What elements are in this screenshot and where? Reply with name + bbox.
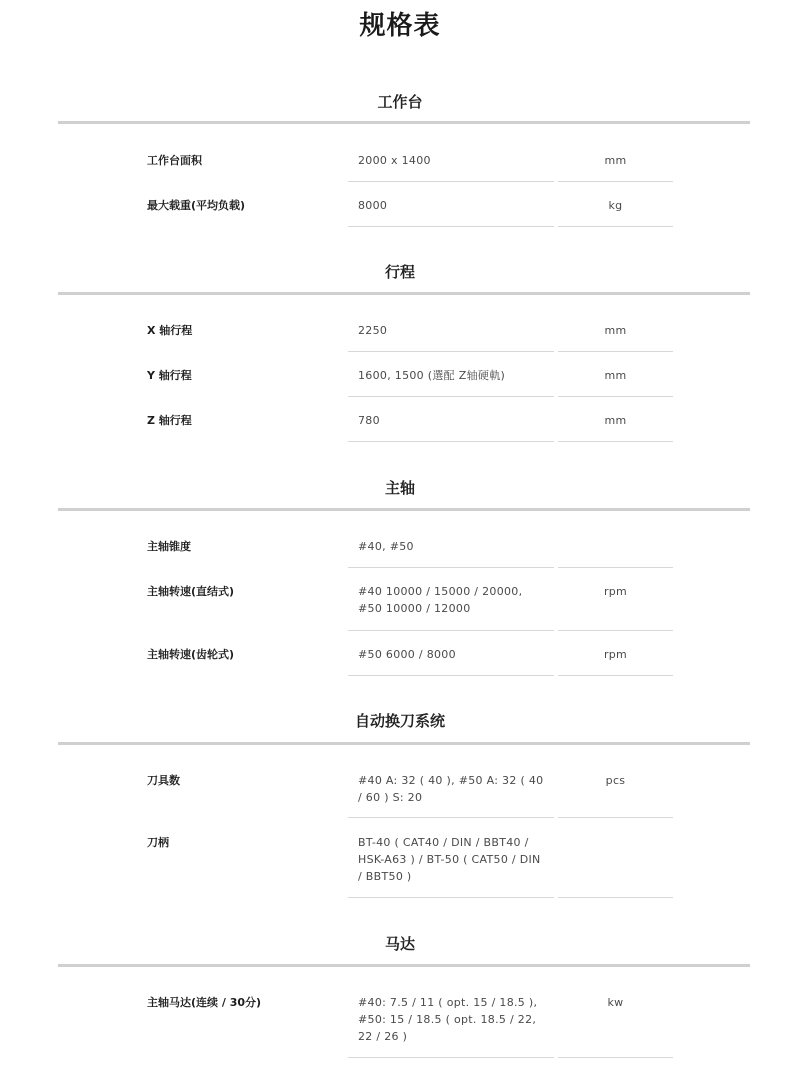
- spec-label: 刀具数: [147, 774, 180, 787]
- row-divider: [558, 1057, 673, 1058]
- spec-value: 2250: [358, 324, 388, 337]
- spec-unit: mm: [604, 154, 627, 167]
- row-divider: [558, 351, 673, 352]
- spec-value: #40, #50: [358, 540, 414, 553]
- row-divider: [558, 226, 673, 227]
- section-divider: [58, 964, 750, 967]
- row-divider: [348, 351, 554, 352]
- row-divider: [558, 630, 673, 631]
- section-motor: [0, 934, 800, 954]
- spec-value: 780: [358, 414, 380, 427]
- section-title: 行程: [384, 263, 415, 281]
- row-divider: [348, 1057, 554, 1058]
- row-divider: [558, 897, 673, 898]
- section-title: 主轴: [384, 479, 415, 497]
- row-divider: [348, 897, 554, 898]
- section-title: 工作台: [377, 93, 423, 111]
- spec-value: BT-40 ( CAT40 / DIN / BBT40 / HSK-A63 ) / BT-50 ( CAT50 / DIN / BBT50 ): [358, 836, 541, 883]
- row-divider: [558, 181, 673, 182]
- section-spindle: [0, 478, 800, 498]
- section-title: 马达: [384, 935, 415, 953]
- section-divider: [58, 121, 750, 124]
- row-divider: [558, 396, 673, 397]
- spec-unit: rpm: [603, 585, 628, 598]
- row-divider: [348, 226, 554, 227]
- spec-unit: mm: [604, 324, 627, 337]
- spec-label: 最大载重(平均负载): [147, 199, 246, 212]
- spec-value: #50 6000 / 8000: [358, 648, 456, 661]
- row-divider: [348, 181, 554, 182]
- spec-label: Z 轴行程: [147, 414, 192, 427]
- section-travel: [0, 262, 800, 282]
- spec-value: #40 A: 32 ( 40 ), #50 A: 32 ( 40 / 60 ) S: 20: [358, 774, 544, 804]
- row-divider: [558, 567, 673, 568]
- spec-label: 主轴转速(齿轮式): [147, 648, 235, 661]
- spec-value: 8000: [358, 199, 388, 212]
- section-divider: [58, 742, 750, 745]
- row-divider: [348, 630, 554, 631]
- spec-label: 主轴转速(直结式): [147, 585, 235, 598]
- spec-value: #40: 7.5 / 11 ( opt. 15 / 18.5 ), #50: 15 / 18.5 ( opt. 18.5 / 22, 22 / 26 ): [358, 996, 538, 1043]
- row-divider: [348, 817, 554, 818]
- row-divider: [348, 396, 554, 397]
- section-title: 自动换刀系统: [354, 712, 445, 730]
- spec-label: 工作台面积: [147, 154, 202, 167]
- section-worktable: [0, 92, 800, 112]
- section-atc: [0, 711, 800, 731]
- row-divider: [558, 675, 673, 676]
- spec-unit: kw: [607, 996, 624, 1009]
- spec-label: X 轴行程: [147, 324, 193, 337]
- row-divider: [558, 441, 673, 442]
- spec-label: 主轴马达(连续 / 30分): [147, 996, 262, 1009]
- spec-value: 2000 x 1400: [358, 154, 431, 167]
- row-divider: [558, 817, 673, 818]
- row-divider: [348, 567, 554, 568]
- spec-unit: mm: [604, 369, 627, 382]
- row-divider: [348, 675, 554, 676]
- section-divider: [58, 508, 750, 511]
- spec-unit: kg: [608, 199, 623, 212]
- spec-value: #40 10000 / 15000 / 20000, #50 10000 / 12000: [358, 585, 523, 615]
- spec-unit: mm: [604, 414, 627, 427]
- spec-unit: rpm: [603, 648, 628, 661]
- section-divider: [58, 292, 750, 295]
- spec-label: Y 轴行程: [147, 369, 192, 382]
- spec-unit: pcs: [605, 774, 626, 787]
- row-divider: [348, 441, 554, 442]
- page-title: 规格表: [359, 11, 441, 41]
- spec-label: 主轴锥度: [147, 540, 191, 553]
- spec-label: 刀柄: [147, 836, 169, 849]
- spec-value: 1600, 1500 (選配 Z轴硬軌): [358, 369, 506, 382]
